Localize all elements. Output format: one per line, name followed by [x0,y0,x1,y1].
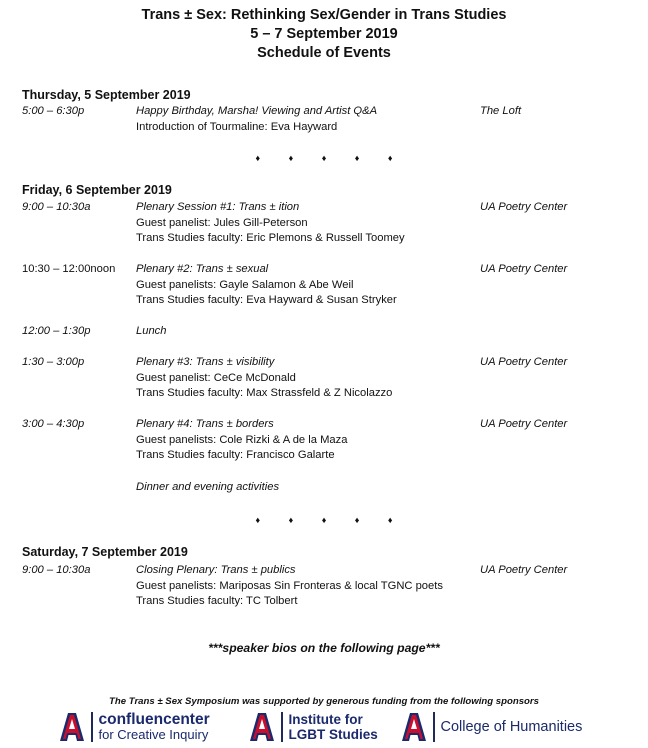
day-heading-thursday: Thursday, 5 September 2019 [22,88,191,102]
event-title: Closing Plenary: Trans ± publics [136,564,296,576]
document-header [0,0,648,63]
logo-divider [281,712,283,742]
ua-block-a-icon [248,712,276,742]
event-location: UA Poetry Center [480,418,568,430]
event-location: UA Poetry Center [480,356,568,368]
college-of-humanities-logo [400,709,582,745]
logo-divider [91,712,93,742]
event-time: 9:00 – 10:30a [22,201,91,213]
sponsor-name: Institute for [288,712,363,727]
event-time: 1:30 – 3:00p [22,356,85,368]
section-divider: ♦ ♦ ♦ ♦ ♦ [255,515,393,525]
section-divider: ♦ ♦ ♦ ♦ ♦ [255,153,393,163]
event-detail: Guest panelist: Jules Gill-Peterson [136,216,308,229]
sponsor-name: College of Humanities [440,719,583,735]
event-title: Lunch [136,325,167,337]
event-title: Plenary Session #1: Trans ± ition [136,201,300,213]
ua-block-a-icon [400,712,428,742]
event-time: 5:00 – 6:30p [22,105,85,117]
ua-block-a-icon [58,712,86,742]
event-detail: Introduction of Tourmaline: Eva Hayward [136,120,338,133]
event-title: Plenary #2: Trans ± sexual [136,263,269,275]
day-heading-saturday: Saturday, 7 September 2019 [22,545,188,559]
event-detail: Guest panelists: Mariposas Sin Fronteras & local TGNC poets [136,579,443,592]
event-detail: Trans Studies faculty: Max Strassfeld & Z Nicolazzo [136,387,393,400]
event-time: 9:00 – 10:30a [22,564,91,576]
document-title: Trans ± Sex: Rethinking Sex/Gender in Trans Studies [141,7,507,23]
sponsor-subname: for Creative Inquiry [98,727,209,742]
lgbt-studies-logo [248,709,378,745]
event-detail: Guest panelists: Gayle Salamon & Abe Weil [136,278,354,291]
event-title: Plenary #3: Trans ± visibility [136,356,275,368]
event-detail: Trans Studies faculty: Francisco Galarte [136,449,335,462]
event-title: Dinner and evening activities [136,481,280,493]
event-detail: Trans Studies faculty: Eric Plemons & Russell Toomey [136,232,405,245]
sponsor-name: confluencenter [98,711,210,728]
event-location: The Loft [480,105,522,117]
event-time: 3:00 – 4:30p [22,418,85,430]
event-time: 10:30 – 12:00noon [22,263,116,275]
event-location: UA Poetry Center [480,263,568,275]
event-detail: Trans Studies faculty: TC Tolbert [136,595,298,608]
event-title: Happy Birthday, Marsha! Viewing and Artist Q&A [136,105,378,117]
event-location: UA Poetry Center [480,201,568,213]
confluencenter-logo [58,709,210,745]
event-detail: Guest panelist: CeCe McDonald [136,371,296,384]
speaker-bios-note: ***speaker bios on the following page*** [208,641,440,655]
sponsor-subname: LGBT Studies [288,727,378,742]
sponsor-note: The Trans ± Sex Symposium was supported by generous funding from the following sponsors [109,696,539,707]
day-heading-friday: Friday, 6 September 2019 [22,183,172,197]
event-detail: Trans Studies faculty: Eva Hayward & Susan Stryker [136,294,397,307]
event-location: UA Poetry Center [480,564,568,576]
event-dates: 5 – 7 September 2019 [250,26,398,42]
event-time: 12:00 – 1:30p [22,325,91,337]
event-detail: Guest panelists: Cole Rizki & A de la Maza [136,433,348,446]
schedule-heading: Schedule of Events [257,45,391,61]
logo-divider [433,712,435,742]
event-title: Plenary #4: Trans ± borders [136,418,274,430]
